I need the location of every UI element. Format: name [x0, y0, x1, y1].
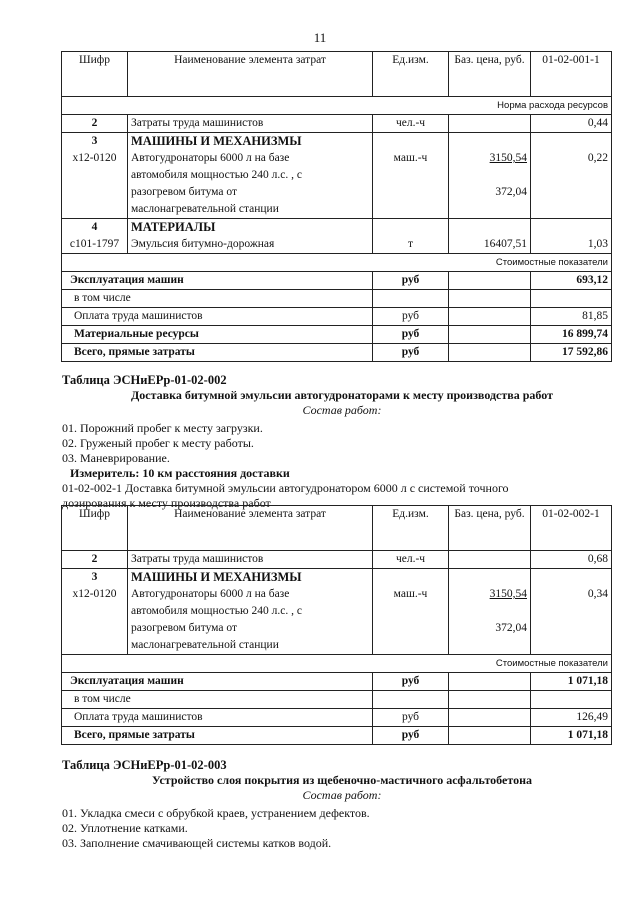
header-norm: 01-02-002-1 [531, 506, 612, 551]
estimate-table-1 [61, 51, 612, 362]
row-unit: маш.-ч [373, 569, 449, 655]
section-2-text [62, 373, 622, 511]
norm-description: 01-02-002-1 Доставка битумной эмульсии автогудронатором 6000 л с системой точного [62, 481, 509, 495]
work-item: 03. Заполнение смачивающей системы катков водой. [62, 836, 332, 850]
section-3-text [62, 758, 622, 851]
summary-row: Всего, прямые затраты руб 1 071,18 [62, 727, 612, 745]
table-header [62, 506, 612, 551]
work-item: 01. Порожний пробег к месту загрузки. [62, 421, 263, 435]
table-row [62, 551, 612, 569]
summary-row: Всего, прямые затраты руб 17 592,86 [62, 344, 612, 362]
row-code: 2 [62, 551, 128, 569]
summary-row: Оплата труда машинистов руб 81,85 [62, 308, 612, 326]
work-item: 02. Груженый пробег к месту работы. [62, 436, 254, 450]
table-row [62, 219, 612, 254]
header-unit: Ед.изм. [373, 52, 449, 97]
row-value: 1,03 [531, 219, 612, 254]
row-unit: маш.-ч [373, 133, 449, 219]
band-resources: Норма расхода ресурсов [62, 97, 612, 115]
header-price: Баз. цена, руб. [449, 52, 531, 97]
section-title: Таблица ЭСНиЕРр-01-02-003 [62, 758, 227, 772]
header-norm: 01-02-001-1 [531, 52, 612, 97]
summary-row: Эксплуатация машин руб 693,12 [62, 272, 612, 290]
work-composition-title: Состав работ: [302, 788, 382, 802]
work-item: 02. Уплотнение катками. [62, 821, 188, 835]
measure-unit: Измеритель: 10 км расстояния доставки [70, 466, 290, 480]
row-unit: т [373, 219, 449, 254]
work-item: 03. Маневрирование. [62, 451, 170, 465]
section-title: Таблица ЭСНиЕРр-01-02-002 [62, 373, 227, 387]
table-row [62, 569, 612, 655]
header-name: Наименование элемента затрат [128, 506, 373, 551]
row-name: Затраты труда машинистов [128, 115, 373, 133]
header-code: Шифр [62, 506, 128, 551]
band-cost: Стоимостные показатели [62, 254, 612, 272]
section-subtitle: Устройство слоя покрытия из щебеночно-мастичного асфальтобетона [151, 773, 533, 787]
row-name: Затраты труда машинистов [128, 551, 373, 569]
row-price: 16407,51 [449, 219, 531, 254]
row-value: 0,22 [531, 133, 612, 219]
row-unit: чел.-ч [373, 115, 449, 133]
table-header [62, 52, 612, 97]
summary-row: Оплата труда машинистов руб 126,49 [62, 709, 612, 727]
work-composition-title: Состав работ: [302, 403, 382, 417]
row-code: 3 х12-0120 [62, 133, 128, 219]
header-name: Наименование элемента затрат [128, 52, 373, 97]
summary-row: в том числе [62, 691, 612, 709]
header-price: Баз. цена, руб. [449, 506, 531, 551]
row-price: 3150,54 372,04 [449, 133, 531, 219]
row-name: МАШИНЫ И МЕХАНИЗМЫ Автогудронаторы 6000 л на базе автомобиля мощностью 240 л.с. , с разогревом битума от маслонагревательной станции [128, 133, 373, 219]
page-number: 11 [313, 30, 327, 45]
row-code: 3 х12-0120 [62, 569, 128, 655]
row-code: 2 [62, 115, 128, 133]
estimate-table-2 [61, 505, 612, 745]
table-row [62, 133, 612, 219]
summary-row: в том числе [62, 290, 612, 308]
summary-row: Материальные ресурсы руб 16 899,74 [62, 326, 612, 344]
row-unit: чел.-ч [373, 551, 449, 569]
header-unit: Ед.изм. [373, 506, 449, 551]
band-cost: Стоимостные показатели [62, 655, 612, 673]
row-code: 4 с101-1797 [62, 219, 128, 254]
row-price: 3150,54 372,04 [449, 569, 531, 655]
row-price [449, 551, 531, 569]
header-code: Шифр [62, 52, 128, 97]
summary-row: Эксплуатация машин руб 1 071,18 [62, 673, 612, 691]
work-item: 01. Укладка смеси с обрубкой краев, устранением дефектов. [62, 806, 370, 820]
section-subtitle: Доставка битумной эмульсии автогудронаторами к месту производства работ [131, 388, 553, 402]
row-value: 0,34 [531, 569, 612, 655]
table-row [62, 115, 612, 133]
row-price [449, 115, 531, 133]
row-value: 0,44 [531, 115, 612, 133]
norm-description: дозирования к месту производства работ [62, 496, 271, 510]
row-value: 0,68 [531, 551, 612, 569]
row-name: МАШИНЫ И МЕХАНИЗМЫ Автогудронаторы 6000 л на базе автомобиля мощностью 240 л.с. , с разогревом битума от маслонагревательной станции [128, 569, 373, 655]
row-name: МАТЕРИАЛЫ Эмульсия битумно-дорожная [128, 219, 373, 254]
